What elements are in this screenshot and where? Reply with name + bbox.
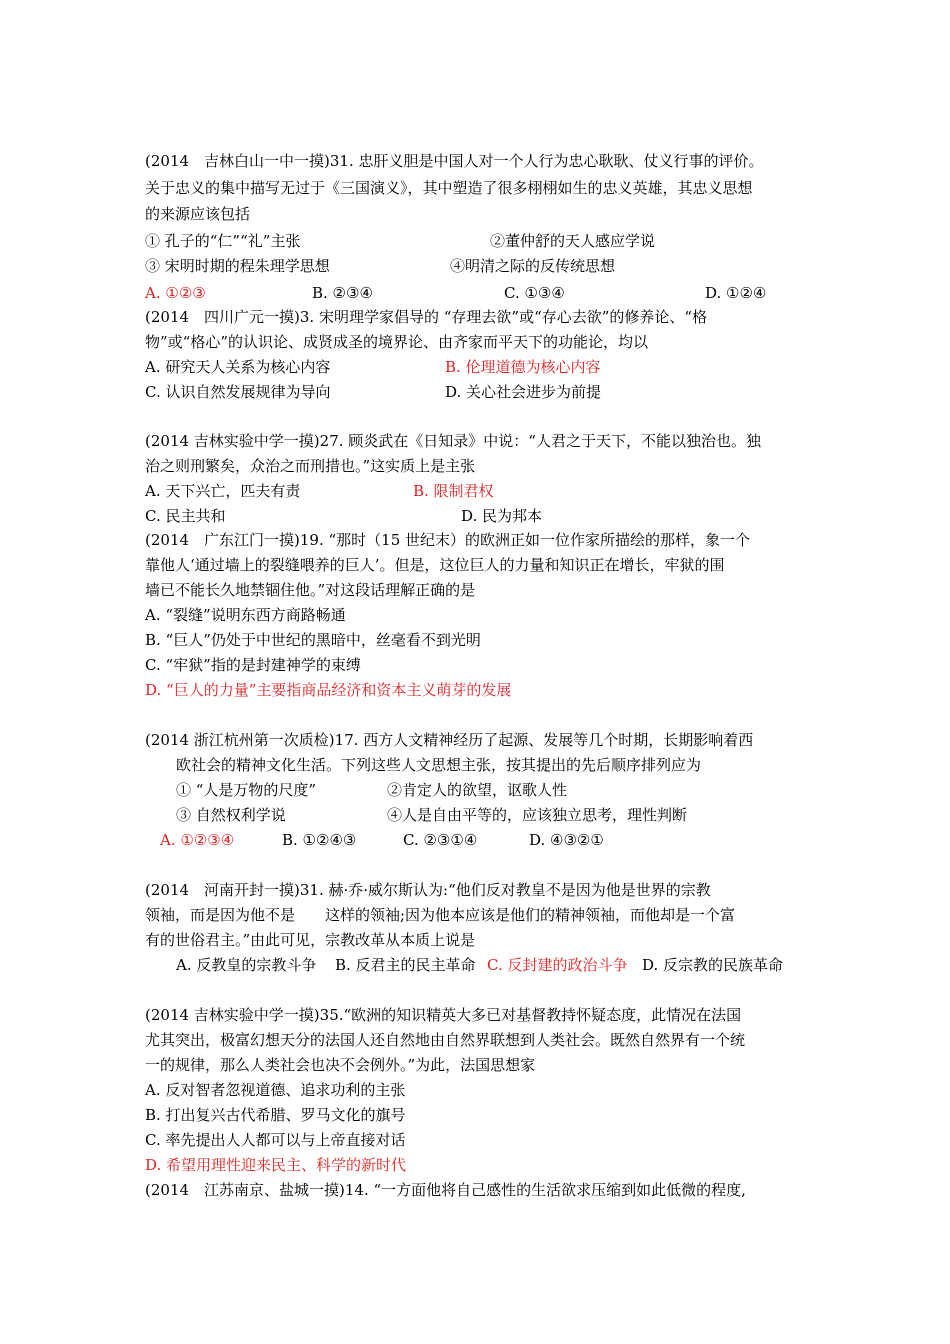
q1-stem-line2: 关于忠义的集中描写无过于《三国演义》，其中塑造了很多栩栩如生的忠义英雄，其忠义思想 (145, 179, 753, 197)
q1-option-b: B. ②③④ (312, 284, 373, 302)
q3-stem-line1: (2014 吉林实验中学一摸)27. 顾炎武在《日知录》中说：“人君之于天下，不能以独治也。独 (145, 432, 761, 450)
q2-option-c: C. 认识自然发展规律为导向 (145, 383, 331, 401)
q5-option-d: D. ④③②① (529, 831, 604, 849)
q7-option-c: C. 率先提出人人都可以与上帝直接对话 (145, 1131, 406, 1149)
q5-item-4: ④人是自由平等的，应该独立思考，理性判断 (387, 806, 688, 824)
q1-option-a-answer: A. ①②③ (145, 284, 206, 302)
q2-option-d: D. 关心社会进步为前提 (445, 383, 602, 401)
q7-stem-line1: (2014 吉林实验中学一摸)35.“欧洲的知识精英大多已对基督教持怀疑态度，此情况在法国 (145, 1006, 742, 1024)
q5-option-b: B. ①②④③ (282, 831, 357, 849)
q2-stem-line2: 物”或“格心”的认识论、成贤成圣的境界论、由齐家而平天下的功能论，均以 (145, 333, 649, 351)
q4-option-c: C. “牢狱”指的是封建神学的束缚 (145, 656, 361, 674)
q5-item-2: ②肯定人的欲望，讴歌人性 (387, 781, 568, 799)
q2-stem-line1: (2014 四川广元一摸)3. 宋明理学家倡导的 “存理去欲”或“存心去欲”的修养论、“格 (145, 308, 708, 326)
q1-option-d: D. ①②④ (705, 284, 767, 302)
q6-stem-line3: 有的世俗君主。”由此可见，宗教改革从本质上说是 (145, 931, 476, 949)
q4-option-b: B. “巨人”仍处于中世纪的黑暗中，丝毫看不到光明 (145, 631, 481, 649)
q3-option-d: D. 民为邦本 (461, 507, 543, 525)
q4-option-d-answer: D. “巨人的力量”主要指商品经济和资本主义萌芽的发展 (145, 681, 512, 699)
q1-stem-line3: 的来源应该包括 (145, 205, 251, 223)
q5-stem-line1: (2014 浙江杭州第一次质检)17. 西方人文精神经历了起源、发展等几个时期，长期影响着西 (145, 731, 754, 749)
q2-option-a: A. 研究天人关系为核心内容 (145, 358, 331, 376)
q5-item-1: ① “人是万物的尺度” (176, 781, 317, 799)
q4-option-a: A. “裂缝”说明东西方商路畅通 (145, 606, 346, 624)
q1-item-2: ②董仲舒的天人感应学说 (490, 232, 656, 250)
q8-stem-line1: (2014 江苏南京、盐城一摸)14. “一方面他将自己感性的生活欲求压缩到如此低微的程度, (145, 1181, 746, 1199)
q1-item-1: ① 孔子的“仁”“礼”主张 (145, 232, 301, 250)
q7-stem-line2: 尤其突出，极富幻想天分的法国人还自然地由自然界联想到人类社会。既然自然界有一个统 (145, 1031, 746, 1049)
q1-option-c: C. ①③④ (504, 284, 565, 302)
q5-option-c: C. ②③①④ (403, 831, 478, 849)
q2-option-b-answer: B. 伦理道德为核心内容 (445, 358, 601, 376)
q3-option-b-answer: B. 限制君权 (413, 482, 494, 500)
q6-option-d: D. 反宗教的民族革命 (642, 956, 784, 974)
q7-stem-line3: 一的规律，那么人类社会也决不会例外。”为此，法国思想家 (145, 1056, 536, 1074)
q5-stem-line2: 欧社会的精神文化生活。下列这些人文思想主张，按其提出的先后顺序排列应为 (176, 756, 702, 774)
q6-stem-line1: (2014 河南开封一摸)31. 赫·乔·威尔斯认为:“他们反对教皇不是因为他是世界的宗教 (145, 881, 711, 899)
q1-item-3: ③ 宋明时期的程朱理学思想 (145, 257, 330, 275)
q3-stem-line2: 治之则刑繁矣，众治之而刑措也。”这实质上是主张 (145, 457, 476, 475)
q6-option-a: A. 反教皇的宗教斗争 (176, 956, 317, 974)
q5-item-3: ③ 自然权利学说 (176, 806, 286, 824)
q6-stem-line2: 领袖，而是因为他不是 这样的领袖;因为他本应该是他们的精神领袖，而他却是一个富 (145, 906, 736, 924)
q4-stem-line3: 墙已不能长久地禁锢住他。”对这段话理解正确的是 (145, 581, 476, 599)
q7-option-d-answer: D. 希望用理性迎来民主、科学的新时代 (145, 1156, 407, 1174)
q6-option-b: B. 反君主的民主革命 (335, 956, 476, 974)
q6-option-c-answer: C. 反封建的政治斗争 (487, 956, 628, 974)
q4-stem-line1: (2014 广东江门一摸)19. “那时（15 世纪末）的欧洲正如一位作家所描绘的那样，象一个 (145, 531, 751, 549)
q1-item-4: ④明清之际的反传统思想 (450, 257, 616, 275)
q3-option-c: C. 民主共和 (145, 507, 226, 525)
q5-option-a-answer: A. ①②③④ (160, 831, 235, 849)
q1-stem-line1: (2014 吉林白山一中一摸)31. 忠肝义胆是中国人对一个人行为忠心耿耿、仗义行事的评价。 (145, 152, 764, 170)
q3-option-a: A. 天下兴亡，匹夫有责 (145, 482, 301, 500)
q7-option-a: A. 反对智者忽视道德、追求功利的主张 (145, 1081, 406, 1099)
q7-option-b: B. 打出复兴古代希腊、罗马文化的旗号 (145, 1106, 406, 1124)
q4-stem-line2: 靠他人‘通过墙上的裂缝喂养的巨人’。但是，这位巨人的力量和知识正在增长，牢狱的围 (145, 556, 725, 574)
